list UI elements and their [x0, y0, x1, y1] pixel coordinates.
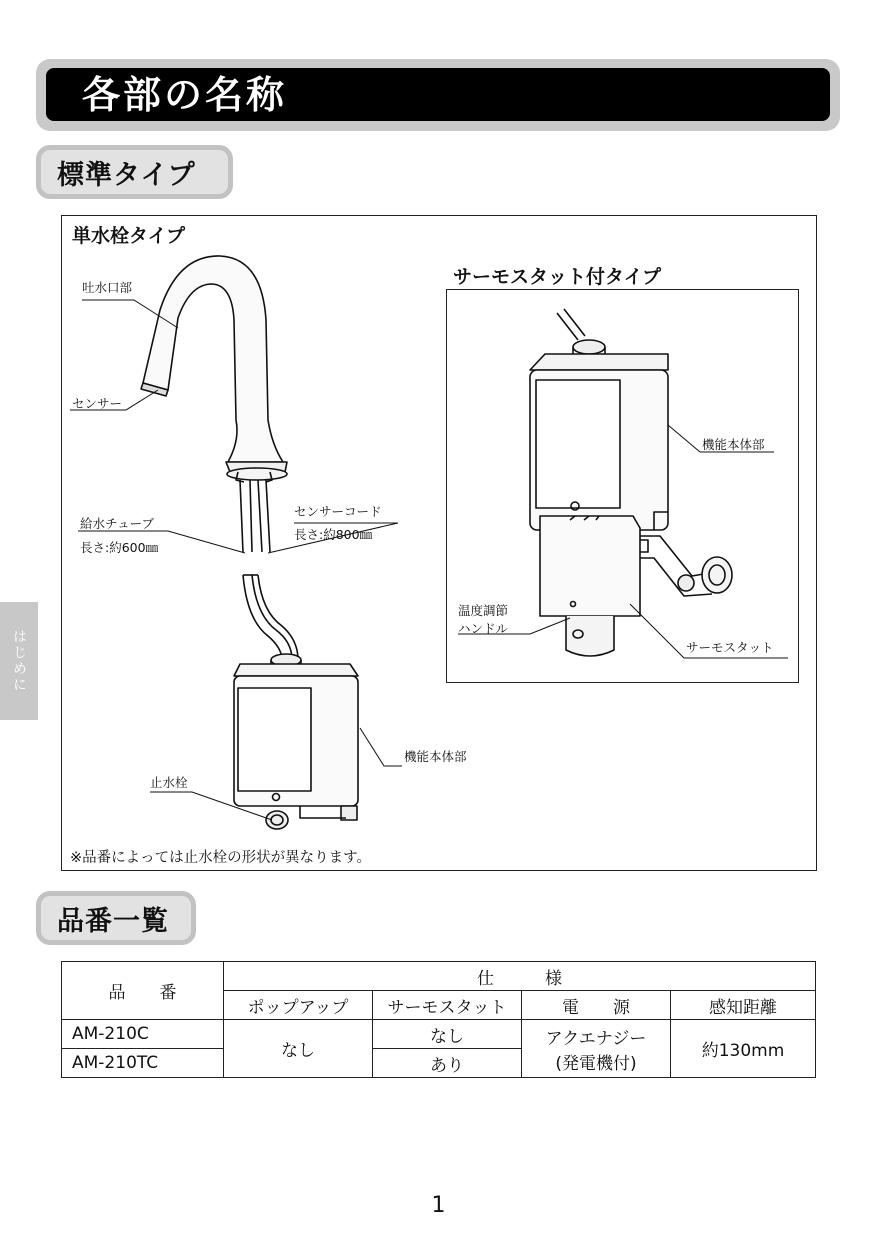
- label-supply-tube: 給水チューブ: [80, 516, 155, 531]
- page-number: 1: [431, 1193, 446, 1218]
- label-sensor-cord-length: 長さ:約800㎜: [294, 527, 373, 542]
- model-cell: AM-210TC: [62, 1049, 224, 1078]
- tube-drawing-upper: [240, 480, 270, 552]
- stop-valve-drawing: [266, 811, 288, 829]
- model-cell: AM-210C: [62, 1020, 224, 1049]
- thermostat-cell: なし: [373, 1020, 522, 1049]
- header-model: 品 番: [62, 962, 224, 1020]
- faucet-spout-drawing: [141, 256, 287, 482]
- label-stop-valve: 止水栓: [150, 775, 188, 790]
- tube-drawing-lower: [243, 575, 298, 660]
- label-sensor: センサー: [72, 396, 123, 411]
- figure-note: ※品番によっては止水栓の形状が異なります。: [70, 850, 371, 866]
- section-heading-models: 品番一覧: [36, 891, 196, 945]
- label-temp-handle-1: 温度調節: [458, 603, 509, 618]
- thermostat-unit-drawing: [530, 309, 732, 656]
- power-line-1: アクエナジー: [545, 1028, 647, 1049]
- header-power: 電 源: [522, 991, 671, 1020]
- table-row: [62, 1020, 816, 1049]
- label-supply-tube-length: 長さ:約600㎜: [80, 540, 159, 555]
- section-heading-standard: 標準タイプ: [36, 145, 233, 199]
- distance-cell: 約130mm: [671, 1020, 816, 1078]
- label-spout: 吐水口部: [82, 280, 133, 295]
- header-thermostat: サーモスタット: [373, 991, 522, 1020]
- label-main-unit: 機能本体部: [404, 749, 467, 764]
- page-title: 各部の名称: [82, 73, 288, 117]
- header-distance: 感知距離: [671, 991, 816, 1020]
- header-popup: ポップアップ: [224, 991, 373, 1020]
- model-table: [61, 961, 816, 1078]
- label-sensor-cord: センサーコード: [294, 504, 382, 519]
- leader-lines: [70, 300, 788, 820]
- thermostat-type-title: サーモスタット付タイプ: [453, 266, 662, 288]
- label-temp-handle-2: ハンドル: [458, 621, 509, 636]
- label-thermostat: サーモスタット: [686, 640, 774, 655]
- popup-cell: なし: [224, 1020, 373, 1078]
- main-unit-drawing: [234, 664, 358, 820]
- side-tab-introduction[interactable]: はじめに: [0, 602, 38, 720]
- single-faucet-title: 単水栓タイプ: [72, 225, 186, 247]
- label-inset-main-unit: 機能本体部: [702, 437, 765, 452]
- power-line-2: (発電機付): [555, 1053, 637, 1074]
- thermostat-cell: あり: [373, 1049, 522, 1078]
- power-cell: [522, 1020, 671, 1078]
- header-spec: 仕 様: [224, 962, 816, 991]
